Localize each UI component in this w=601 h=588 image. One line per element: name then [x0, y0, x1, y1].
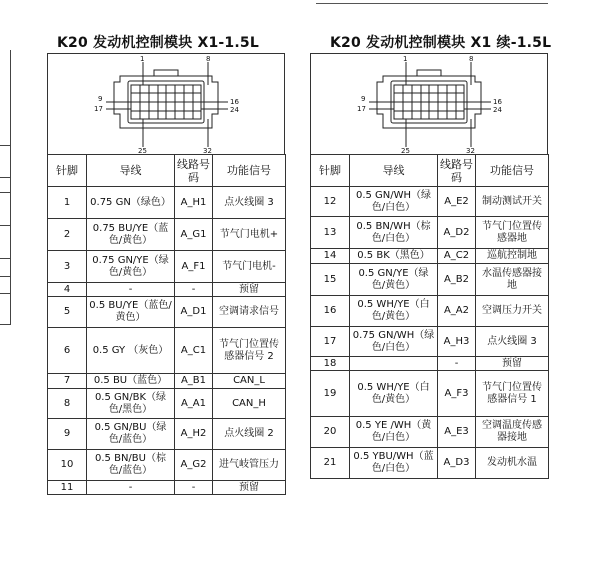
code-cell: A_H1 [175, 187, 213, 219]
wire-cell: 0.5 BU/YE（蓝色/黄色） [87, 297, 175, 328]
wire-cell: 0.5 BN/BU（棕色/蓝色） [87, 450, 175, 481]
wire-cell: 0.5 GN/WH（绿色/白色） [350, 187, 438, 217]
code-cell: A_B2 [438, 264, 476, 296]
func-cell: 点火线圈 3 [213, 187, 286, 219]
code-cell: - [438, 357, 476, 371]
table-row [48, 283, 286, 297]
pin-label-9: 9 [361, 95, 366, 103]
wire-cell: 0.5 WH/YE（白色/黄色） [350, 371, 438, 417]
pin-cell: 12 [311, 187, 350, 217]
pin-label-24: 24 [230, 106, 239, 114]
func-cell: 巡航控制地 [476, 249, 549, 264]
pin-cell: 21 [311, 448, 350, 479]
header-rule [316, 3, 548, 4]
header-pin: 针脚 [48, 155, 87, 187]
pin-cell: 11 [48, 481, 87, 495]
pin-cell: 3 [48, 251, 87, 283]
header-pin: 针脚 [311, 155, 350, 187]
left-connector-diagram [47, 53, 285, 154]
code-cell: A_F1 [175, 251, 213, 283]
func-cell: 节气门电机+ [213, 219, 286, 251]
pin-label-16: 16 [230, 98, 239, 106]
table-row [311, 187, 549, 217]
pin-cell: 18 [311, 357, 350, 371]
code-cell: A_E3 [438, 417, 476, 448]
code-cell: A_C1 [175, 328, 213, 374]
func-cell: 预留 [213, 283, 286, 297]
func-cell: 制动测试开关 [476, 187, 549, 217]
code-cell: A_B1 [175, 374, 213, 389]
pin-label-16: 16 [493, 98, 502, 106]
func-cell: 空调温度传感器接地 [476, 417, 549, 448]
pin-label-25: 25 [401, 147, 410, 154]
table-row [48, 374, 286, 389]
pin-label-25: 25 [138, 147, 147, 154]
pin-cell: 4 [48, 283, 87, 297]
wire-cell: 0.5 BN/WH（棕色/白色） [350, 217, 438, 249]
pin-label-8: 8 [206, 55, 211, 63]
code-cell: A_G2 [175, 450, 213, 481]
wire-cell: 0.75 GN/YE（绿色/黄色） [87, 251, 175, 283]
table-row [48, 481, 286, 495]
pin-label-1: 1 [140, 55, 145, 63]
func-cell: 空调压力开关 [476, 296, 549, 327]
code-cell: A_H2 [175, 419, 213, 450]
code-cell: A_H3 [438, 327, 476, 357]
table-row [48, 450, 286, 481]
func-cell: 进气岐管压力 [213, 450, 286, 481]
table-row [48, 389, 286, 419]
func-cell: 节气门位置传感器信号 1 [476, 371, 549, 417]
table-row [311, 249, 549, 264]
code-cell: A_C2 [438, 249, 476, 264]
wire-cell: 0.5 WH/YE（白色/黄色） [350, 296, 438, 327]
left-panel [47, 53, 285, 495]
pin-cell: 8 [48, 389, 87, 419]
right-panel [310, 53, 548, 479]
wire-cell [350, 357, 438, 371]
pin-label-8: 8 [469, 55, 474, 63]
func-cell: 节气门位置传感器信号 2 [213, 328, 286, 374]
header-code: 线路号码 [438, 155, 476, 187]
wire-cell: 0.5 YE /WH（黄色/白色） [350, 417, 438, 448]
pin-cell: 13 [311, 217, 350, 249]
func-cell: 预留 [213, 481, 286, 495]
wire-cell: 0.75 BU/YE（蓝色/黄色） [87, 219, 175, 251]
table-row [311, 264, 549, 296]
pin-label-9: 9 [98, 95, 103, 103]
pin-label-24: 24 [493, 106, 502, 114]
code-cell: - [175, 283, 213, 297]
wire-cell: 0.5 BU（蓝色） [87, 374, 175, 389]
table-row [311, 327, 549, 357]
wire-cell: 0.5 GN/BU（绿色/蓝色） [87, 419, 175, 450]
func-cell: 水温传感器接地 [476, 264, 549, 296]
pin-cell: 5 [48, 297, 87, 328]
pin-label-1: 1 [403, 55, 408, 63]
code-cell: A_D2 [438, 217, 476, 249]
table-row [311, 296, 549, 327]
pin-cell: 17 [311, 327, 350, 357]
code-cell: A_E2 [438, 187, 476, 217]
pin-label-17: 17 [94, 105, 103, 113]
header-func: 功能信号 [213, 155, 286, 187]
code-cell: A_D3 [438, 448, 476, 479]
wire-cell: 0.5 GY （灰色） [87, 328, 175, 374]
code-cell: - [175, 481, 213, 495]
wire-cell: 0.5 GN/YE（绿色/黄色） [350, 264, 438, 296]
left-title: K20 发动机控制模块 X1-1.5L [57, 35, 259, 51]
pin-cell: 10 [48, 450, 87, 481]
header-code: 线路号码 [175, 155, 213, 187]
code-cell: A_D1 [175, 297, 213, 328]
func-cell: 节气门电机- [213, 251, 286, 283]
func-cell: 空调请求信号 [213, 297, 286, 328]
wire-cell: 0.75 GN（绿色） [87, 187, 175, 219]
table-row [311, 417, 549, 448]
pin-label-32: 32 [203, 147, 212, 154]
func-cell: 预留 [476, 357, 549, 371]
previous-table-edge [0, 50, 11, 325]
connector-icon [48, 54, 286, 154]
wire-cell: 0.5 GN/BK（绿色/黑色） [87, 389, 175, 419]
table-row [311, 357, 549, 371]
func-cell: 发动机水温 [476, 448, 549, 479]
pin-cell: 2 [48, 219, 87, 251]
table-row [311, 448, 549, 479]
wire-cell: - [87, 283, 175, 297]
code-cell: A_A1 [175, 389, 213, 419]
connector-icon [311, 54, 549, 154]
header-wire: 导线 [350, 155, 438, 187]
code-cell: A_G1 [175, 219, 213, 251]
pin-cell: 19 [311, 371, 350, 417]
right-connector-diagram [310, 53, 548, 154]
func-cell: 节气门位置传感器地 [476, 217, 549, 249]
wire-cell: 0.5 BK（黑色） [350, 249, 438, 264]
pin-label-17: 17 [357, 105, 366, 113]
table-row [48, 187, 286, 219]
wire-cell: 0.5 YBU/WH（蓝色/白色） [350, 448, 438, 479]
table-row [48, 219, 286, 251]
table-row [48, 419, 286, 450]
wire-cell: - [87, 481, 175, 495]
func-cell: CAN_H [213, 389, 286, 419]
pin-cell: 16 [311, 296, 350, 327]
header-wire: 导线 [87, 155, 175, 187]
left-pin-table [47, 154, 286, 495]
func-cell: CAN_L [213, 374, 286, 389]
pin-cell: 9 [48, 419, 87, 450]
code-cell: A_A2 [438, 296, 476, 327]
pin-cell: 14 [311, 249, 350, 264]
header-func: 功能信号 [476, 155, 549, 187]
table-row [311, 217, 549, 249]
code-cell: A_F3 [438, 371, 476, 417]
pin-cell: 1 [48, 187, 87, 219]
wire-cell: 0.75 GN/WH（绿色/白色） [350, 327, 438, 357]
table-row [311, 371, 549, 417]
pin-cell: 7 [48, 374, 87, 389]
table-row [48, 297, 286, 328]
pin-cell: 20 [311, 417, 350, 448]
table-row [48, 251, 286, 283]
right-pin-table [310, 154, 549, 479]
pin-cell: 15 [311, 264, 350, 296]
pin-label-32: 32 [466, 147, 475, 154]
right-title: K20 发动机控制模块 X1 续-1.5L [330, 35, 552, 51]
table-row [48, 328, 286, 374]
pin-cell: 6 [48, 328, 87, 374]
func-cell: 点火线圈 2 [213, 419, 286, 450]
func-cell: 点火线圈 3 [476, 327, 549, 357]
